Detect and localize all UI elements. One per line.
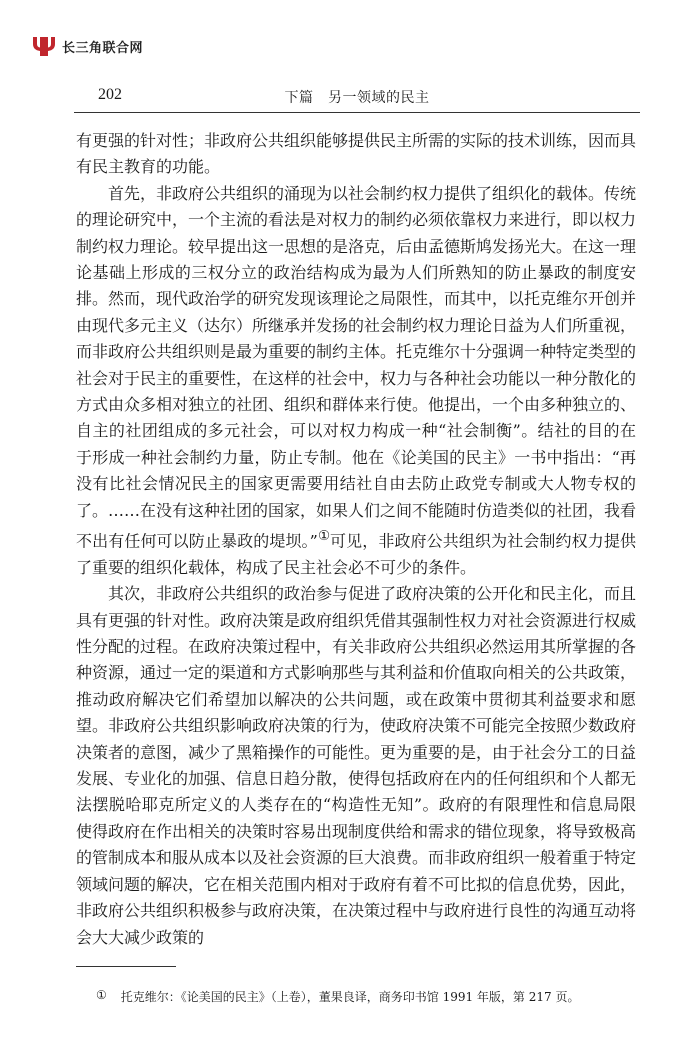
psi-trident-logo-icon (30, 34, 58, 58)
footnote (96, 988, 579, 1005)
body-paragraph: 其次，非政府公共组织的政治参与促进了政府决策的公开化和民主化，而且具有更强的针对性。政府决策是政府组织凭借其强制性权力对社会资源进行权威性分配的过程。在政府决策过程中，有关非政府公共组织必然运用其所掌握的各种资源，通过一定的渠道和方式影响那些与其利益和价值取向相关的公共政策，推动政府解决它们希望加以解决的公共问题，或在政策中贯彻其利益要求和愿望。非政府公共组织影响政府决策的行为，使政府决策不可能完全按照少数政府决策者的意图，减少了黑箱操作的可能性。更为重要的是，由于社会分工的日益发展、专业化的加强、信息日趋分散，使得包括政府在内的任何组织和个人都无法摆脱哈耶克所定义的人类存在的“构造性无知”。政府的有限理性和信息局限使得政府在作出相关的决策时容易出现制度供给和需求的错位现象，将导致极高的管制成本和服从成本以及社会资源的巨大浪费。而非政府组织一般着重于特定领域问题的解决，它在相关范围内相对于政府有着不可比拟的信息优势，因此，非政府公共组织积极参与政府决策，在决策过程中与政府进行良性的沟通互动将会大大减少政策的 (76, 584, 637, 947)
site-logo (30, 34, 143, 58)
running-title: 下篇 另一领域的民主 (284, 90, 430, 106)
header-rule (74, 112, 640, 113)
paragraph-text: 可见，非政府公共组织为社会制约权力提供了重要的组织化载体，构成了民主社会必不可少的条件。 (76, 531, 636, 577)
footnote-marker: ① (96, 988, 107, 1002)
footnote-rule (76, 966, 176, 967)
site-name: 长三角联合网 (62, 40, 144, 56)
footnote-reference[interactable]: ① (317, 529, 330, 545)
body-text (76, 128, 636, 951)
body-paragraph (76, 181, 636, 581)
page-header (74, 86, 640, 110)
footnote-text: 托克维尔：《论美国的民主》（上卷），董果良译，商务印书馆 1991 年版，第 217 页。 (120, 990, 580, 1004)
body-paragraph: 有更强的针对性；非政府公共组织能够提供民主所需的实际的技术训练，因而具有民主教育的功能。 (76, 131, 637, 177)
page-number: 202 (98, 86, 122, 103)
paragraph-text: 首先，非政府公共组织的涌现为以社会制约权力提供了组织化的载体。传统的理论研究中，一个主流的看法是对权力的制约必须依靠权力来进行，即以权力制约权力理论。较早提出这一思想的是洛克，后由孟德斯鸠发扬光大。在这一理论基础上形成的三权分立的政治结构成为最为人们所熟知的防止暴政的制度安排。然而，现代政治学的研究发现该理论之局限性，而其中，以托克维尔开创并由现代多元主义（达尔）所继承并发扬的社会制约权力理论日益为人们所重视，而非政府公共组织则是最为重要的制约主体。托克维尔十分强调一种特定类型的社会对于民主的重要性，在这样的社会中，权力与各种社会功能以一种分散化的方式由众多相对独立的社团、组织和群体来行使。他提出，一个由多种独立的、自主的社团组成的多元社会，可以对权力构成一种“社会制衡”。结社的目的在于形成一种社会制约力量，防止专制。他在《论美国的民主》一书中指出：“再没有比社会情况民主的国家更需要用结社自由去防止政党专制或大人物专权的了。……在没有这种社团的国家，如果人们之间不能随时仿造类似的社团，我看不出有任何可以防止暴政的堤坝。” (76, 183, 637, 551)
